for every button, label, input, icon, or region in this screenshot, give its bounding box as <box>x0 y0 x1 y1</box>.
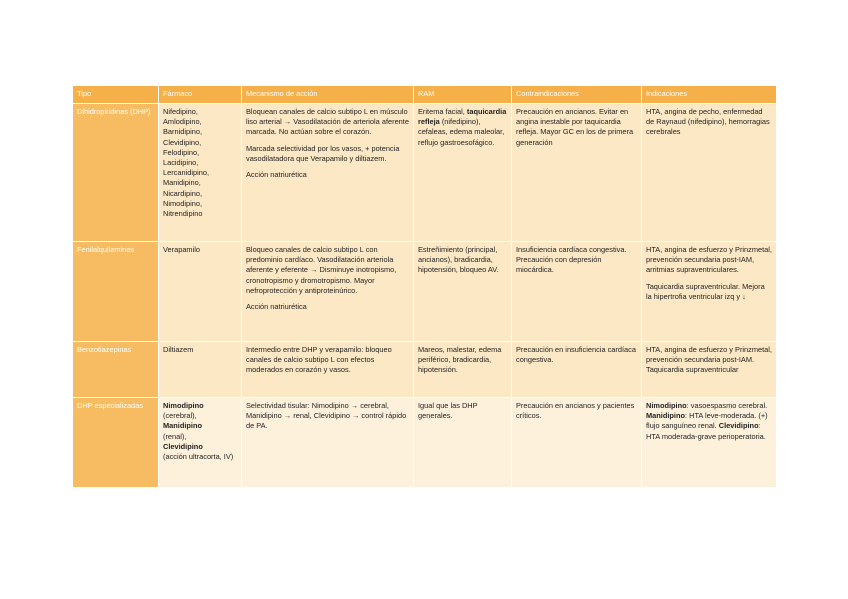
row-tipo: Fenilalquilaminas <box>73 242 159 342</box>
table-header-row <box>73 86 777 104</box>
row-ram <box>414 104 512 242</box>
mecanismo-text: Intermedio entre DHP y verapamilo: bloqueo canales de calcio subtipo L con efectos moderados en corazón y vasos. <box>246 345 392 375</box>
drug-name: Amlodipino, <box>163 117 202 127</box>
drug-name: Lercanidipino, <box>163 168 210 178</box>
drug-name: Felodipino, <box>163 147 200 157</box>
drug-note: (cerebral), <box>163 411 197 421</box>
drug-name: Barnidipino, <box>163 127 203 137</box>
row-tipo: Dihidropiridinas (DHP) <box>73 104 159 242</box>
row-farmaco <box>159 242 242 342</box>
row-farmaco <box>159 342 242 398</box>
row-mecanismo <box>242 398 414 488</box>
row-ram: Igual que las DHP generales. <box>414 398 512 488</box>
indicaciones-text: : HTA leve-moderada. (+) flujo sanguíneo renal. <box>646 411 768 431</box>
row-mecanismo <box>242 242 414 342</box>
row-indicaciones <box>642 342 777 398</box>
drug-name: Manidipino, <box>163 178 201 188</box>
drug-name: Manidipino <box>163 421 202 431</box>
mecanismo-text: Bloquean canales de calcio subtipo L en músculo liso arterial → Vasodilatación de arteriola aferente marcada. No actúan sobre el corazón. <box>246 107 409 137</box>
indicaciones-text: : vasoespasmo cerebral. <box>686 401 768 410</box>
indicaciones-text: HTA, angina de esfuerzo y Prinzmetal, prevención secundaria post-IAM, arritmias supraventriculares. <box>646 245 772 275</box>
header-ram: RAM <box>414 86 512 104</box>
header-tipo: Tipo <box>73 86 159 104</box>
mecanismo-text: Bloqueo canales de calcio subtipo L con predominio cardíaco. Vasodilatación arteriola aferente y eferente → Disminuye inotropismo, cronotropismo y dromotropismo. Mayor nefroprotección y antiproteinúrico. <box>246 245 397 295</box>
drug-name: Lacidipino, <box>163 158 199 168</box>
table-row <box>73 342 777 398</box>
drug-note: (renal), <box>163 431 187 441</box>
row-indicaciones <box>642 398 777 488</box>
row-contraindicaciones: Precaución en ancianos y pacientes críticos. <box>512 398 642 488</box>
header-mecanismo: Mecanismo de acción <box>242 86 414 104</box>
table-row <box>73 242 777 342</box>
row-contraindicaciones: Precaución en insuficiencia cardíaca congestiva. <box>512 342 642 398</box>
drug-name: Nimodipino <box>646 401 687 410</box>
drug-note: (acción ultracorta, IV) <box>163 452 234 462</box>
row-farmaco <box>159 398 242 488</box>
header-indicaciones: Indicaciones <box>642 86 777 104</box>
drug-comparison-table <box>72 85 777 488</box>
row-ram: Estreñimiento (principal, ancianos), bradicardia, hipotensión, bloqueo AV. <box>414 242 512 342</box>
row-indicaciones <box>642 242 777 342</box>
row-indicaciones <box>642 104 777 242</box>
mecanismo-text: Marcada selectividad por los vasos, + potencia vasodilatadora que Verapamilo y diltiazem. <box>246 143 400 163</box>
row-mecanismo <box>242 342 414 398</box>
mecanismo-text: Selectividad tisular: Nimodipino → cerebral, Manidipino → renal, Clevidipino → control rápido de PA. <box>246 401 407 431</box>
drug-name: Clevidipino <box>163 441 203 451</box>
drug-name: Nimodipino <box>163 401 204 410</box>
drug-name: Manidipino <box>646 411 685 421</box>
table-row <box>73 104 777 242</box>
row-tipo: DHP especializadas <box>73 398 159 488</box>
table-row <box>73 398 777 488</box>
header-farmaco: Fármaco <box>159 86 242 104</box>
row-farmaco <box>159 104 242 242</box>
drug-name: Nitrendipino <box>163 209 203 219</box>
ram-text: Eritema facial, <box>418 107 465 116</box>
row-contraindicaciones: Precaución en ancianos. Evitar en angina inestable por taquicardia refleja. Mayor GC en los de primera generación <box>512 104 642 242</box>
drug-name: Nimodipino, <box>163 198 203 208</box>
indicaciones-text: HTA, angina de esfuerzo y Prinzmetal, prevención secundaria post-IAM. Taquicardia supraventricular <box>646 345 772 375</box>
drug-name: Clevidipino, <box>163 137 202 147</box>
row-contraindicaciones: Insuficiencia cardíaca congestiva. Precaución con depresión miocárdica. <box>512 242 642 342</box>
drug-name: Clevidipino <box>718 421 759 431</box>
indicaciones-text: Taquicardia supraventricular. Mejora la hipertrofia ventricular izq y ↓ <box>646 281 765 301</box>
drug-name: Nicardipino, <box>163 188 203 198</box>
mecanismo-text: Acción natriurética <box>246 302 307 312</box>
drug-name: Diltiazem <box>163 345 194 354</box>
drug-name: Verapamilo <box>163 245 200 254</box>
ram-highlight: taquicardia refleja <box>418 107 507 127</box>
ram-text: (nifedipino), cefaleas, edema maleolar, reflujo gastroesofágico. <box>418 117 505 147</box>
indicaciones-text: HTA, angina de pecho, enfermedad de Raynaud (nifedipino), hemorragias cerebrales <box>646 107 770 137</box>
row-tipo: Benzotiazepinas <box>73 342 159 398</box>
row-ram: Mareos, malestar, edema periférico, bradicardia, hipotensión. <box>414 342 512 398</box>
drug-name: Nifedipino, <box>163 107 198 116</box>
row-mecanismo <box>242 104 414 242</box>
header-contraindicaciones: Contraindicaciones <box>512 86 642 104</box>
indicaciones-text: : HTA moderada-grave perioperatoria. <box>646 421 766 441</box>
mecanismo-text: Acción natriurética <box>246 170 307 180</box>
